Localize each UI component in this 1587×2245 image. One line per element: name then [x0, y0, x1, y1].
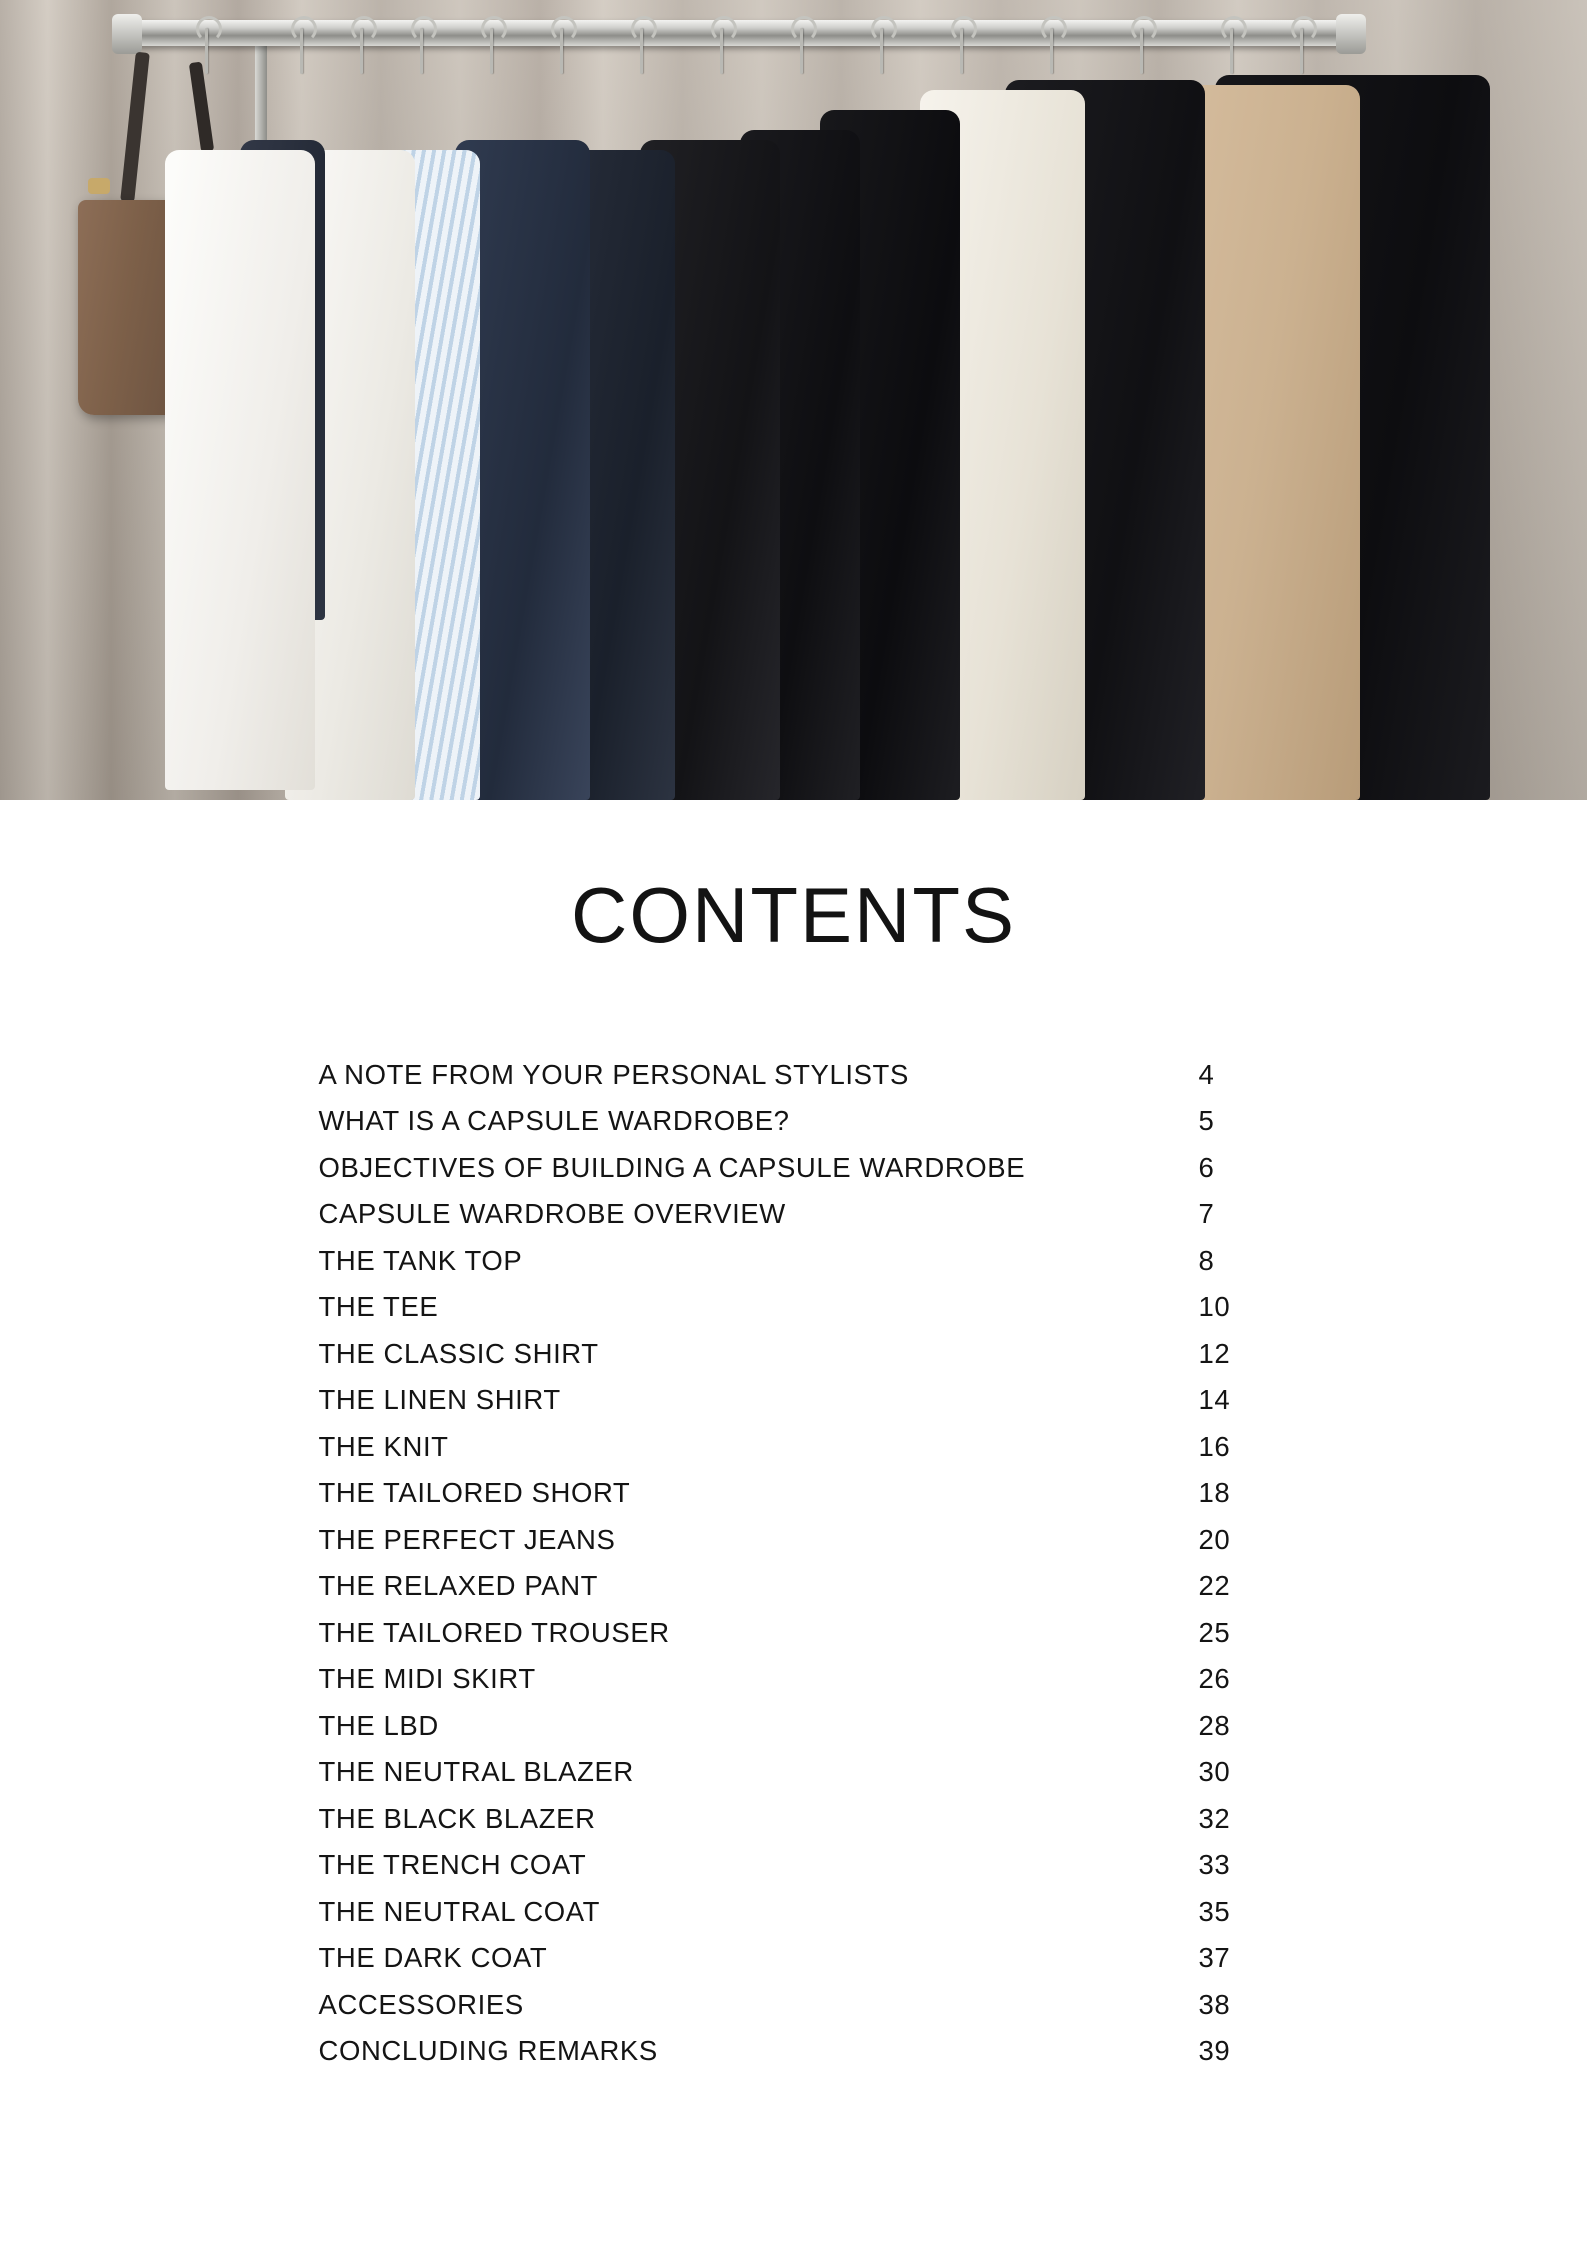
toc-entry-label: CAPSULE WARDROBE OVERVIEW: [318, 1198, 786, 1229]
toc-entry[interactable]: [319, 1749, 1269, 1796]
toc-entry-page: 20: [1198, 1523, 1231, 1555]
hanger-hook-icon: [205, 28, 208, 74]
toc-entry[interactable]: [319, 1051, 1269, 1098]
hanger-hook-icon: [720, 28, 723, 74]
toc-entry[interactable]: [319, 1935, 1269, 1982]
toc-entry-page: 39: [1198, 2035, 1231, 2066]
toc-entry-label: THE TANK TOP: [318, 1244, 523, 1276]
toc-entry[interactable]: [319, 1144, 1269, 1191]
toc-entry-label: OBJECTIVES OF BUILDING A CAPSULE WARDROBE: [318, 1151, 1026, 1183]
toc-entry-page: 22: [1198, 1570, 1231, 1601]
toc-entry-label: THE KNIT: [318, 1430, 449, 1462]
hanger-hook-icon: [1140, 28, 1143, 74]
toc-entry-page: 32: [1198, 1802, 1231, 1834]
toc-entry-page: 33: [1198, 1849, 1231, 1880]
toc-entry-page: 37: [1198, 1942, 1231, 1973]
hanger-hook-icon: [1230, 28, 1233, 74]
toc-entry[interactable]: [319, 1702, 1269, 1749]
rail-cap-right: [1336, 14, 1366, 54]
toc-entry-label: THE LINEN SHIRT: [318, 1384, 561, 1415]
hanger-hook-icon: [560, 28, 563, 74]
hanger-hook-icon: [800, 28, 803, 74]
toc-entry[interactable]: [319, 1237, 1269, 1284]
toc-entry-page: 18: [1198, 1477, 1231, 1508]
toc-entry-page: 28: [1198, 1709, 1231, 1741]
contents-section: [0, 800, 1587, 2074]
toc-entry[interactable]: [319, 1795, 1269, 1842]
page-title: CONTENTS: [571, 871, 1016, 959]
toc-entry[interactable]: [319, 1981, 1269, 2028]
hanger-hook-icon: [360, 28, 363, 74]
toc-entry-page: 5: [1198, 1105, 1215, 1136]
hanger-hook-icon: [960, 28, 963, 74]
toc-entry[interactable]: [319, 1191, 1269, 1238]
toc-entry-label: THE RELAXED PANT: [318, 1570, 599, 1601]
hanger-hook-icon: [1300, 28, 1303, 74]
toc-entry[interactable]: [319, 1330, 1269, 1377]
toc-entry-label: THE CLASSIC SHIRT: [318, 1337, 599, 1369]
hanger-hook-icon: [420, 28, 423, 74]
toc-entry-label: THE NEUTRAL COAT: [318, 1895, 601, 1927]
toc-entry-page: 7: [1198, 1198, 1215, 1229]
toc-entry-label: THE TEE: [318, 1291, 439, 1322]
toc-entry-page: 35: [1198, 1895, 1231, 1927]
garment-white-tee: [165, 150, 315, 790]
toc-entry-page: 30: [1198, 1756, 1231, 1787]
toc-entry-label: THE MIDI SKIRT: [318, 1663, 536, 1694]
toc-entry-label: A NOTE FROM YOUR PERSONAL STYLISTS: [318, 1058, 909, 1090]
toc-entry-page: 10: [1198, 1291, 1231, 1322]
toc-entry[interactable]: [319, 1284, 1269, 1331]
toc-entry-label: THE TAILORED SHORT: [318, 1477, 631, 1508]
toc-entry-label: WHAT IS A CAPSULE WARDROBE?: [318, 1105, 790, 1136]
toc-entry[interactable]: [319, 1516, 1269, 1563]
hanger-hook-icon: [640, 28, 643, 74]
toc-entry[interactable]: [319, 1842, 1269, 1889]
toc-entry-page: 26: [1198, 1663, 1231, 1694]
toc-entry-page: 38: [1198, 1988, 1231, 2020]
toc-entry[interactable]: [319, 2028, 1269, 2075]
toc-entry[interactable]: [319, 1888, 1269, 1935]
toc-entry[interactable]: [319, 1423, 1269, 1470]
toc-entry-page: 4: [1198, 1058, 1215, 1090]
toc-entry-label: THE NEUTRAL BLAZER: [318, 1756, 634, 1787]
table-of-contents: [319, 1051, 1269, 2074]
toc-entry[interactable]: [319, 1563, 1269, 1610]
toc-entry-page: 12: [1198, 1337, 1231, 1369]
bag-clasp-icon: [88, 178, 110, 194]
hanger-hook-icon: [880, 28, 883, 74]
toc-entry[interactable]: [319, 1656, 1269, 1703]
toc-entry-label: ACCESSORIES: [318, 1988, 524, 2020]
toc-entry-label: THE LBD: [318, 1709, 439, 1741]
hero-image: [0, 0, 1587, 800]
toc-entry-label: CONCLUDING REMARKS: [318, 2035, 658, 2066]
toc-entry[interactable]: [319, 1098, 1269, 1145]
toc-entry[interactable]: [319, 1609, 1269, 1656]
hanger-hook-icon: [300, 28, 303, 74]
hanger-hook-icon: [490, 28, 493, 74]
toc-entry[interactable]: [319, 1470, 1269, 1517]
toc-entry-label: THE PERFECT JEANS: [318, 1523, 616, 1555]
toc-entry-page: 25: [1198, 1616, 1231, 1648]
toc-entry-label: THE TAILORED TROUSER: [318, 1616, 670, 1648]
toc-entry-page: 16: [1198, 1430, 1231, 1462]
hanger-hook-icon: [1050, 28, 1053, 74]
toc-entry-page: 8: [1198, 1244, 1215, 1276]
toc-entry-label: THE BLACK BLAZER: [318, 1802, 596, 1834]
toc-entry[interactable]: [319, 1377, 1269, 1424]
toc-entry-page: 6: [1198, 1151, 1215, 1183]
toc-entry-label: THE DARK COAT: [318, 1942, 548, 1973]
toc-entry-page: 14: [1198, 1384, 1231, 1415]
toc-entry-label: THE TRENCH COAT: [318, 1849, 587, 1880]
rail-cap-left: [112, 14, 142, 54]
